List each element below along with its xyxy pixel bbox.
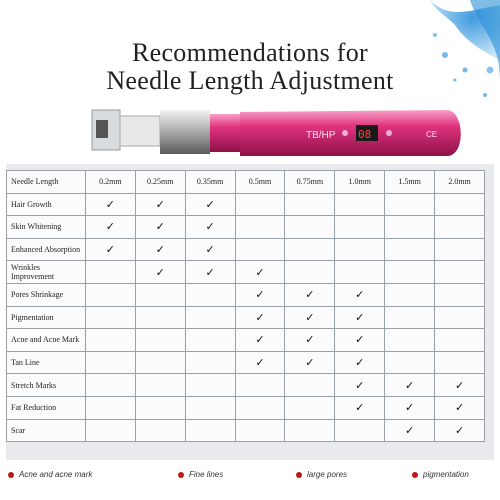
dot-icon	[412, 472, 418, 478]
dot-icon	[296, 472, 302, 478]
table-cell	[135, 374, 185, 397]
check-icon: ✓	[305, 333, 315, 347]
table-cell	[435, 396, 485, 419]
table-cell	[385, 351, 435, 374]
check-icon: ✓	[155, 243, 165, 257]
table-cell	[135, 306, 185, 329]
table-cell	[285, 261, 335, 284]
table-cell	[285, 238, 335, 261]
table-cell	[185, 193, 235, 216]
table-cell	[235, 351, 285, 374]
check-icon: ✓	[405, 401, 415, 415]
table-cell	[135, 419, 185, 442]
check-icon: ✓	[305, 310, 315, 324]
col-header: 1.5mm	[385, 171, 435, 194]
table-cell	[235, 283, 285, 306]
dot-icon	[8, 472, 14, 478]
table-cell	[85, 374, 135, 397]
check-icon: ✓	[205, 265, 215, 279]
table-cell	[385, 419, 435, 442]
table-cell	[85, 396, 135, 419]
table-cell	[385, 283, 435, 306]
table-cell	[435, 329, 485, 352]
check-icon: ✓	[205, 197, 215, 211]
table-cell	[235, 216, 285, 239]
table-cell	[135, 216, 185, 239]
legend-item: large pores	[296, 470, 347, 479]
row-label: Scar	[7, 419, 86, 442]
table-cell	[135, 193, 185, 216]
table-cell	[435, 238, 485, 261]
table-row	[7, 261, 485, 284]
check-icon: ✓	[454, 378, 465, 392]
table-cell	[435, 419, 485, 442]
table-cell	[285, 329, 335, 352]
table-cell	[85, 193, 135, 216]
table-cell	[285, 351, 335, 374]
check-icon: ✓	[454, 401, 465, 415]
col-header: 2.0mm	[435, 171, 485, 194]
page-title-line1: Recommendations for	[131, 38, 369, 67]
table-cell	[85, 261, 135, 284]
page-title-line2: Needle Length Adjustment	[106, 66, 394, 95]
legend	[0, 468, 500, 484]
table-cell	[335, 419, 385, 442]
table-cell	[135, 351, 185, 374]
table-cell	[85, 216, 135, 239]
table-cell	[335, 396, 385, 419]
check-icon: ✓	[205, 243, 215, 257]
table-cell	[435, 351, 485, 374]
table-cell	[135, 238, 185, 261]
table-row	[7, 193, 485, 216]
table-cell	[85, 306, 135, 329]
legend-item: Acne and acne mark	[8, 470, 92, 479]
check-icon: ✓	[355, 310, 365, 324]
col-header: 0.2mm	[85, 171, 135, 194]
row-label: Hair Growth	[7, 193, 86, 216]
table-cell	[385, 306, 435, 329]
table-row	[7, 238, 485, 261]
table-cell	[335, 283, 385, 306]
display-digits: 08	[358, 128, 372, 141]
table-row	[7, 396, 485, 419]
check-icon: ✓	[255, 288, 265, 302]
table-row	[7, 216, 485, 239]
table-cell	[285, 374, 335, 397]
table-cell	[335, 238, 385, 261]
table-cell	[285, 396, 335, 419]
table-cell	[185, 419, 235, 442]
table-row	[7, 329, 485, 352]
col-header: 1.0mm	[335, 171, 385, 194]
check-icon: ✓	[255, 333, 265, 347]
table-cell	[385, 193, 435, 216]
check-icon: ✓	[454, 423, 465, 437]
table-cell	[185, 329, 235, 352]
check-icon: ✓	[155, 220, 165, 234]
table-cell	[235, 419, 285, 442]
header-row	[7, 171, 485, 194]
table-cell	[335, 193, 385, 216]
row-label: Pores Shrinkage	[7, 283, 86, 306]
table-cell	[435, 193, 485, 216]
table-cell	[335, 329, 385, 352]
row-label: Skin Whitening	[7, 216, 86, 239]
table-cell	[385, 261, 435, 284]
table-cell	[235, 306, 285, 329]
table-row	[7, 351, 485, 374]
check-icon: ✓	[355, 288, 365, 302]
check-icon: ✓	[155, 197, 165, 211]
legend-item: pigmentation	[412, 470, 469, 479]
microneedle-pen-image	[88, 100, 468, 172]
table-cell	[285, 283, 335, 306]
check-icon: ✓	[205, 220, 215, 234]
table-cell	[335, 351, 385, 374]
table-cell	[85, 238, 135, 261]
table-cell	[85, 283, 135, 306]
check-icon: ✓	[155, 265, 165, 279]
check-icon: ✓	[255, 265, 265, 279]
table-cell	[185, 396, 235, 419]
table-cell	[235, 374, 285, 397]
table-cell	[85, 419, 135, 442]
table-cell	[285, 193, 335, 216]
table-cell	[285, 419, 335, 442]
col-header: 0.25mm	[135, 171, 185, 194]
row-label: Pigmentation	[7, 306, 86, 329]
check-icon: ✓	[255, 356, 265, 370]
check-icon: ✓	[355, 333, 365, 347]
table-cell	[435, 216, 485, 239]
table-row	[7, 283, 485, 306]
check-icon: ✓	[105, 197, 116, 211]
check-icon: ✓	[355, 378, 365, 392]
table-cell	[385, 238, 435, 261]
table-cell	[335, 216, 385, 239]
row-label: Wrinkles Improvement	[7, 261, 86, 284]
check-icon: ✓	[355, 401, 365, 415]
check-icon: ✓	[405, 378, 415, 392]
table-cell	[235, 329, 285, 352]
table-cell	[435, 306, 485, 329]
table-cell	[335, 306, 385, 329]
needle-length-table	[6, 170, 485, 442]
header-label: Needle Length	[7, 171, 86, 194]
table-cell	[235, 261, 285, 284]
check-icon: ✓	[105, 220, 116, 234]
table-cell	[285, 216, 335, 239]
row-label: Enhanced Absorption	[7, 238, 86, 261]
check-icon: ✓	[105, 243, 116, 257]
row-label: Stretch Marks	[7, 374, 86, 397]
table-cell	[335, 261, 385, 284]
col-header: 0.5mm	[235, 171, 285, 194]
table-cell	[235, 193, 285, 216]
table-cell	[335, 374, 385, 397]
table-cell	[385, 374, 435, 397]
table-cell	[435, 283, 485, 306]
legend-item: Fine lines	[178, 470, 223, 479]
table-cell	[435, 374, 485, 397]
brand-text: TB/HP	[306, 130, 336, 141]
table-cell	[385, 216, 435, 239]
row-label: Tan Line	[7, 351, 86, 374]
table-cell	[135, 329, 185, 352]
check-icon: ✓	[305, 356, 315, 370]
table-cell	[185, 261, 235, 284]
table-cell	[235, 238, 285, 261]
table-cell	[385, 396, 435, 419]
table-cell	[285, 306, 335, 329]
table-cell	[185, 283, 235, 306]
dot-icon	[178, 472, 184, 478]
ce-mark: CE	[426, 130, 438, 139]
col-header: 0.35mm	[185, 171, 235, 194]
table-cell	[185, 351, 235, 374]
table-row	[7, 419, 485, 442]
table-cell	[235, 396, 285, 419]
table-cell	[135, 261, 185, 284]
table-cell	[185, 216, 235, 239]
table-cell	[435, 261, 485, 284]
table-cell	[185, 238, 235, 261]
table-row	[7, 306, 485, 329]
check-icon: ✓	[305, 288, 315, 302]
table-cell	[135, 396, 185, 419]
table-cell	[135, 283, 185, 306]
row-label: Acne and Acne Mark	[7, 329, 86, 352]
check-icon: ✓	[405, 423, 415, 437]
row-label: Fat Reduction	[7, 396, 86, 419]
table-row	[7, 374, 485, 397]
check-icon: ✓	[355, 356, 365, 370]
table-cell	[385, 329, 435, 352]
check-icon: ✓	[255, 310, 265, 324]
table-cell	[185, 306, 235, 329]
table-cell	[185, 374, 235, 397]
table-cell	[85, 329, 135, 352]
table-cell	[85, 351, 135, 374]
col-header: 0.75mm	[285, 171, 335, 194]
